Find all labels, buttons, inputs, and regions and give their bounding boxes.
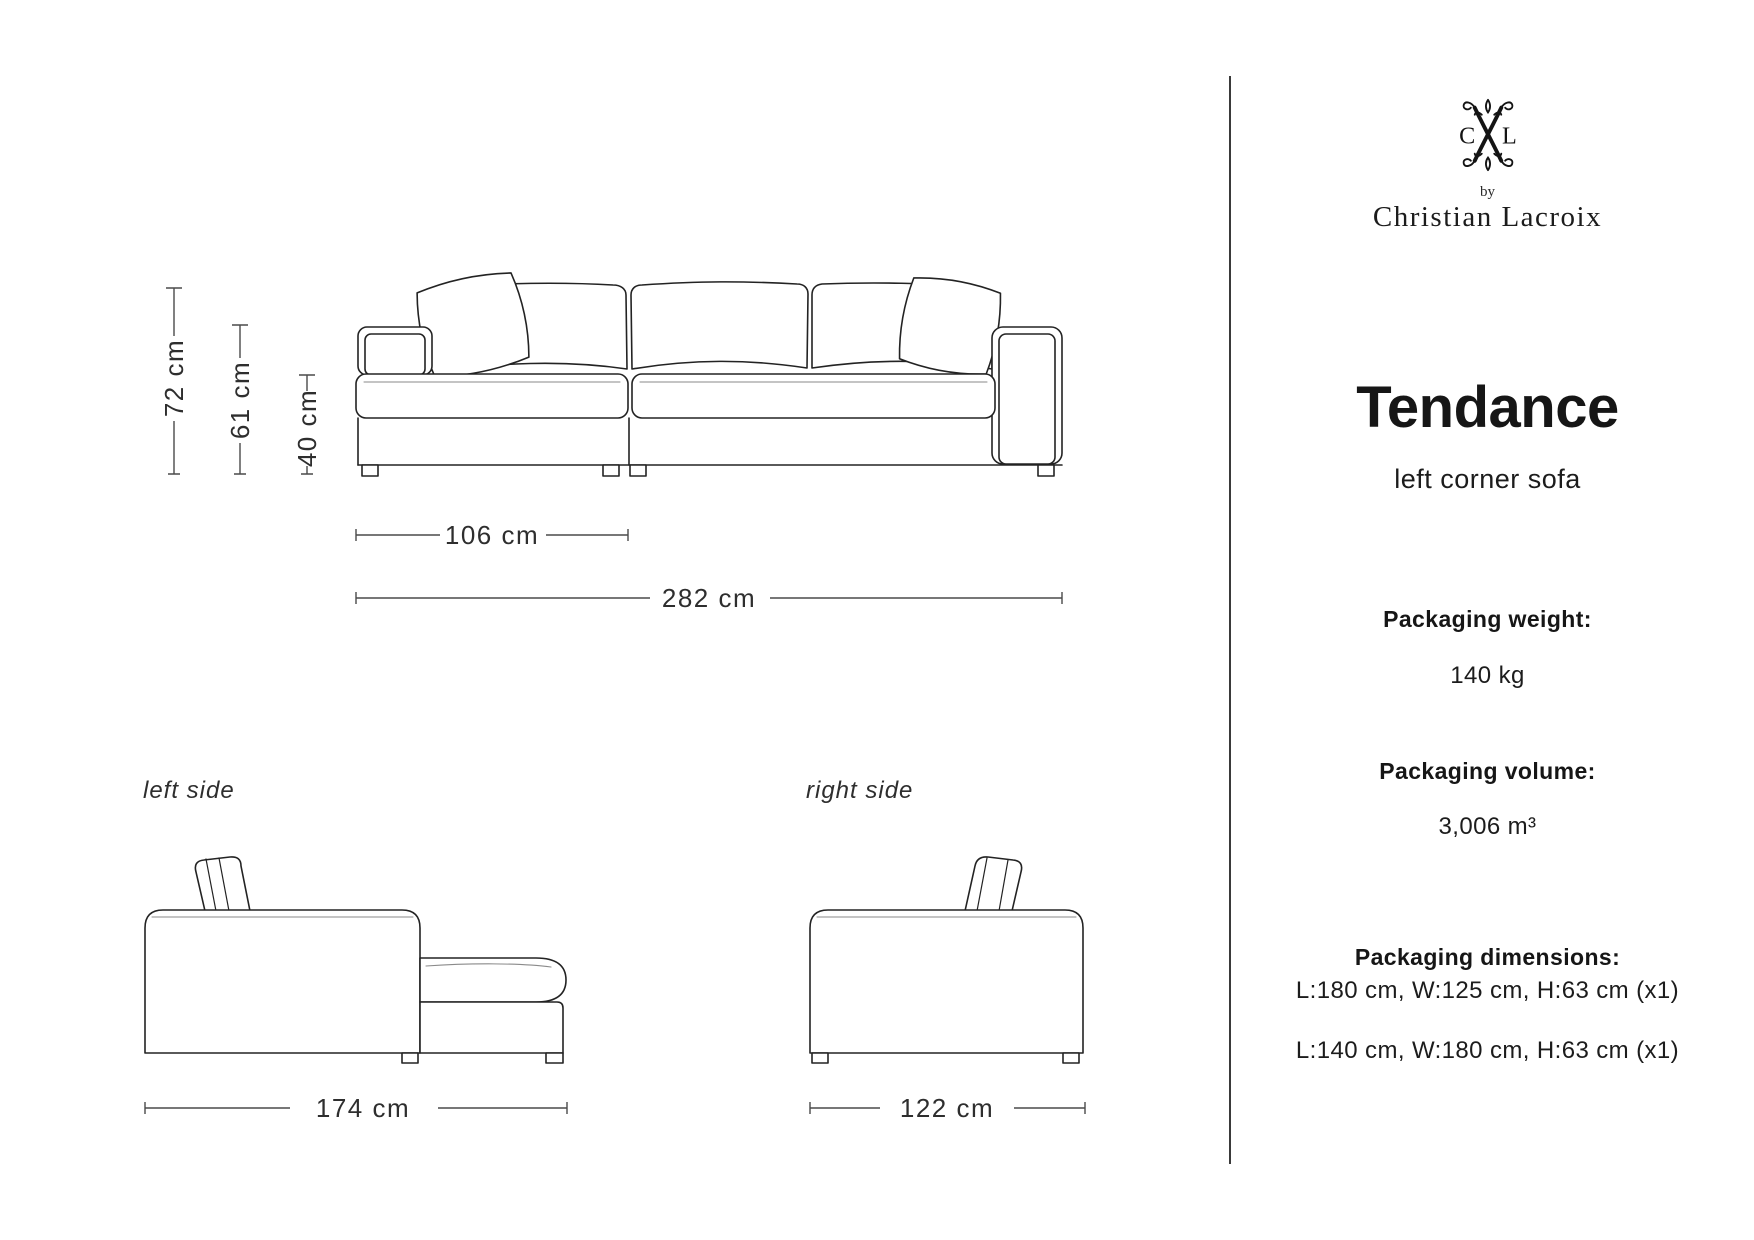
right-side-backrest [965,857,1022,911]
product-subtitle: left corner sofa [1394,464,1581,494]
seat-cushions [356,374,995,418]
pillow-right [895,273,1005,379]
front-view-drawing [356,268,1062,476]
product-title: Tendance [1356,375,1619,440]
sofa-legs [362,465,1054,476]
packaging-volume-value: 3,006 m³ [1438,813,1537,840]
right-side-view-drawing [810,857,1083,1063]
left-side-chaise-base [420,1002,563,1053]
sofa-base [358,418,1062,465]
dim-width-overall: 282 cm [661,583,757,613]
monogram-letter-l: L [1501,122,1517,150]
info-panel [1224,0,1751,1240]
monogram-letter-c: C [1458,122,1475,150]
dim-depth-left-side: 174 cm [315,1093,411,1123]
packaging-weight-label: Packaging weight: [1383,606,1592,632]
left-side-view-drawing [145,857,566,1063]
dim-width-chaise: 106 cm [444,520,540,550]
left-side-backrest [195,857,250,911]
left-side-label: left side [143,777,235,804]
brand-by-text: by [1480,184,1495,200]
left-side-body [145,910,420,1053]
packaging-dimensions-line: L:180 cm, W:125 cm, H:63 cm (x1) [1295,977,1680,1004]
brand-name: Christian Lacroix [1372,201,1603,233]
cxl-monogram-icon [1449,95,1527,175]
right-side-body [810,910,1083,1053]
packaging-dimensions-line: L:140 cm, W:180 cm, H:63 cm (x1) [1295,1037,1680,1064]
packaging-volume-label: Packaging volume: [1379,758,1596,784]
packaging-dimensions-label: Packaging dimensions: [1354,944,1621,970]
right-side-label: right side [806,777,914,804]
dim-height-seat: 40 cm [292,388,322,468]
dim-height-overall: 72 cm [159,338,189,418]
packaging-weight-value: 140 kg [1450,662,1525,689]
dim-height-arm: 61 cm [225,360,255,440]
dim-depth-right-side: 122 cm [899,1093,995,1123]
